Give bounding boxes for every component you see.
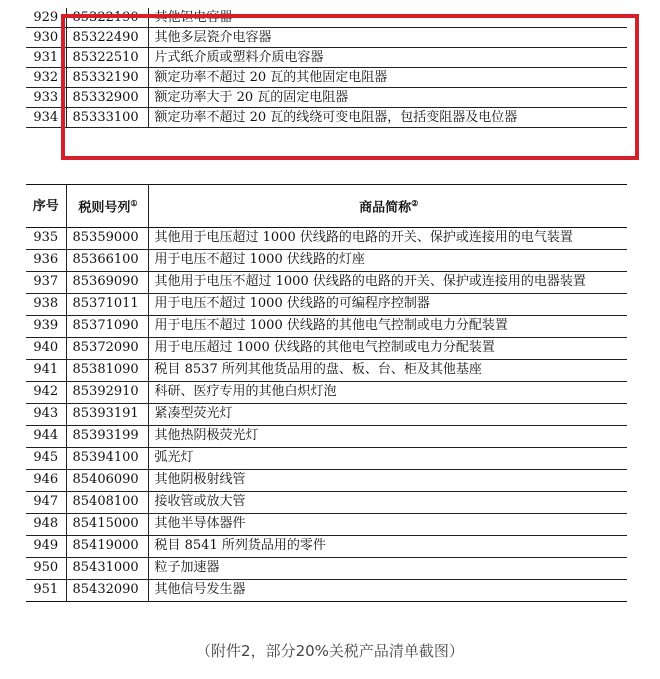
row-seq: 933 [26, 88, 66, 108]
row-name: 额定功率不超过 20 瓦的其他固定电阻器 [148, 68, 627, 88]
row-code: 85392910 [66, 382, 148, 404]
row-name: 其他信号发生器 [148, 580, 627, 602]
row-seq: 930 [26, 28, 66, 48]
row-code: 85431000 [66, 558, 148, 580]
header-code-note: ① [130, 198, 138, 209]
row-seq: 929 [26, 8, 66, 28]
row-code: 85393191 [66, 404, 148, 426]
row-seq: 950 [26, 558, 66, 580]
table-row [26, 580, 627, 602]
row-seq: 940 [26, 338, 66, 360]
row-name: 用于电压不超过 1000 伏线路的灯座 [148, 250, 627, 272]
row-code: 85366100 [66, 250, 148, 272]
header-code-label: 税则号列 [78, 200, 131, 216]
row-name: 弧光灯 [148, 448, 627, 470]
red-highlight-box [61, 14, 639, 160]
row-code: 85333100 [66, 108, 148, 128]
row-name: 其他用于电压超过 1000 伏线路的电路的开关、保护或连接用的电气装置 [148, 228, 627, 250]
row-seq: 936 [26, 250, 66, 272]
table-row [26, 360, 627, 382]
row-name: 其他用于电压不超过 1000 伏线路的电路的开关、保护或连接用的电器装置 [148, 272, 627, 294]
row-seq: 944 [26, 426, 66, 448]
row-code: 85332900 [66, 88, 148, 108]
row-code: 85322510 [66, 48, 148, 68]
header-code [66, 185, 148, 228]
caption: （附件2，部分20%关税产品清单截图） [196, 642, 464, 660]
table-header-row [26, 185, 627, 228]
row-code: 85332190 [66, 68, 148, 88]
row-name: 用于电压超过 1000 伏线路的其他电气控制或电力分配装置 [148, 338, 627, 360]
row-name: 其他多层瓷介电容器 [148, 28, 627, 48]
row-seq: 948 [26, 514, 66, 536]
row-code: 85408100 [66, 492, 148, 514]
row-name: 额定功率不超过 20 瓦的线绕可变电阻器，包括变阻器及电位器 [148, 108, 627, 128]
row-name: 用于电压不超过 1000 伏线路的可编程序控制器 [148, 294, 627, 316]
row-seq: 937 [26, 272, 66, 294]
row-seq: 941 [26, 360, 66, 382]
row-code: 85406090 [66, 470, 148, 492]
row-seq: 942 [26, 382, 66, 404]
row-seq: 947 [26, 492, 66, 514]
table-row [26, 492, 627, 514]
row-code: 85369090 [66, 272, 148, 294]
table-row [26, 316, 627, 338]
row-code: 85419000 [66, 536, 148, 558]
table-row [26, 228, 627, 250]
row-name: 额定功率大于 20 瓦的固定电阻器 [148, 88, 627, 108]
table-row [26, 272, 627, 294]
row-seq: 943 [26, 404, 66, 426]
table-row [26, 250, 627, 272]
header-name [148, 185, 627, 228]
row-code: 85359000 [66, 228, 148, 250]
row-name: 税目 8541 所列货品用的零件 [148, 536, 627, 558]
row-code: 85371011 [66, 294, 148, 316]
row-seq: 939 [26, 316, 66, 338]
row-name: 税目 8537 所列其他货品用的盘、板、台、柜及其他基座 [148, 360, 627, 382]
row-code: 85381090 [66, 360, 148, 382]
table-row [26, 338, 627, 360]
header-name-note: ② [411, 198, 419, 209]
row-seq: 946 [26, 470, 66, 492]
row-code: 85322190 [66, 8, 148, 28]
row-code: 85415000 [66, 514, 148, 536]
row-name: 用于电压不超过 1000 伏线路的其他电气控制或电力分配装置 [148, 316, 627, 338]
row-name: 其他钽电容器 [148, 8, 627, 28]
table-row [26, 536, 627, 558]
table-row [26, 448, 627, 470]
row-code: 85393199 [66, 426, 148, 448]
row-name: 粒子加速器 [148, 558, 627, 580]
table-row [26, 470, 627, 492]
tariff-table [26, 184, 627, 602]
row-code: 85394100 [66, 448, 148, 470]
table-row [26, 514, 627, 536]
row-name: 科研、医疗专用的其他白炽灯泡 [148, 382, 627, 404]
row-code: 85432090 [66, 580, 148, 602]
row-name: 片式纸介质或塑料介质电容器 [148, 48, 627, 68]
row-seq: 935 [26, 228, 66, 250]
row-code: 85372090 [66, 338, 148, 360]
table-row [26, 558, 627, 580]
table-row [26, 426, 627, 448]
row-seq: 945 [26, 448, 66, 470]
row-code: 85322490 [66, 28, 148, 48]
row-name: 其他阴极射线管 [148, 470, 627, 492]
header-seq: 序号 [26, 185, 66, 228]
header-name-label: 商品简称 [359, 200, 412, 216]
row-name: 其他热阴极荧光灯 [148, 426, 627, 448]
row-seq: 931 [26, 48, 66, 68]
row-seq: 932 [26, 68, 66, 88]
row-seq: 951 [26, 580, 66, 602]
table-row [26, 294, 627, 316]
row-code: 85371090 [66, 316, 148, 338]
table-row [26, 404, 627, 426]
table-row [26, 382, 627, 404]
row-name: 紧凑型荧光灯 [148, 404, 627, 426]
row-seq: 949 [26, 536, 66, 558]
row-name: 接收管或放大管 [148, 492, 627, 514]
cropped-previous-row [26, 0, 627, 8]
row-seq: 934 [26, 108, 66, 128]
row-seq: 938 [26, 294, 66, 316]
row-name: 其他半导体器件 [148, 514, 627, 536]
